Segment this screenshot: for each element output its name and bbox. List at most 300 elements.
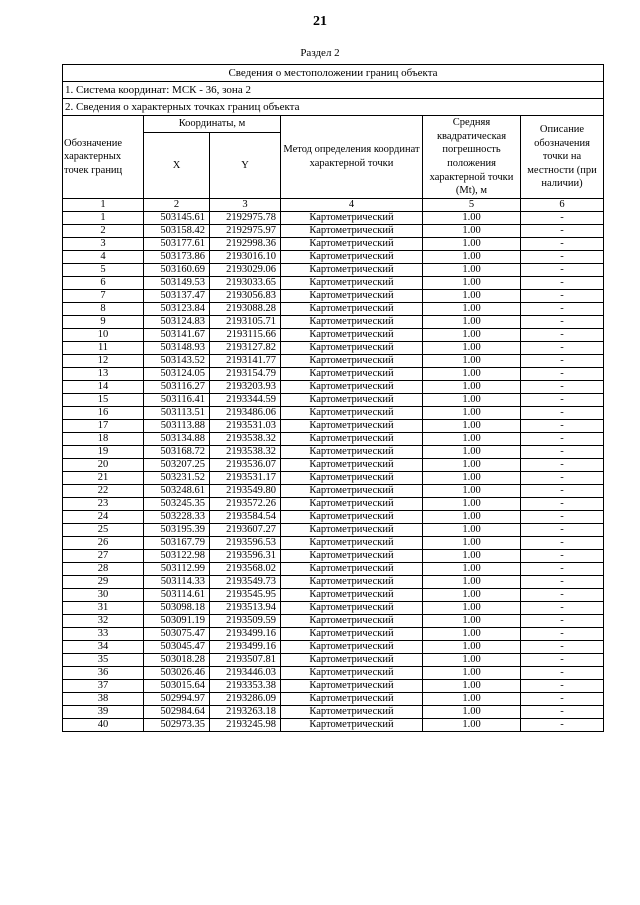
method-cell: Картометрический (281, 459, 423, 472)
y-coordinate-cell: 2193607.27 (210, 524, 281, 537)
description-cell: - (521, 550, 604, 563)
point-number-cell: 10 (63, 329, 144, 342)
table-row (63, 472, 604, 485)
description-cell: - (521, 537, 604, 550)
point-number-cell: 24 (63, 511, 144, 524)
method-cell: Картометрический (281, 303, 423, 316)
y-coordinate-cell: 2193105.71 (210, 316, 281, 329)
y-coordinate-cell: 2193127.82 (210, 342, 281, 355)
point-number-cell: 13 (63, 368, 144, 381)
method-cell: Картометрический (281, 407, 423, 420)
table-row (63, 355, 604, 368)
description-cell: - (521, 524, 604, 537)
error-cell: 1.00 (423, 654, 521, 667)
point-number-cell: 23 (63, 498, 144, 511)
method-cell: Картометрический (281, 511, 423, 524)
error-cell: 1.00 (423, 524, 521, 537)
x-coordinate-cell: 503148.93 (144, 342, 210, 355)
y-coordinate-cell: 2192998.36 (210, 238, 281, 251)
point-number-cell: 7 (63, 290, 144, 303)
x-coordinate-cell: 502973.35 (144, 719, 210, 732)
error-cell: 1.00 (423, 212, 521, 225)
point-number-cell: 12 (63, 355, 144, 368)
table-row (63, 394, 604, 407)
method-cell: Картометрический (281, 589, 423, 602)
y-coordinate-cell: 2193499.16 (210, 641, 281, 654)
table-row (63, 498, 604, 511)
point-number-cell: 25 (63, 524, 144, 537)
point-number-cell: 37 (63, 680, 144, 693)
y-coordinate-cell: 2193245.98 (210, 719, 281, 732)
description-cell: - (521, 563, 604, 576)
method-cell: Картометрический (281, 355, 423, 368)
x-coordinate-cell: 503145.61 (144, 212, 210, 225)
y-coordinate-cell: 2193486.06 (210, 407, 281, 420)
table-row (63, 459, 604, 472)
method-cell: Картометрический (281, 550, 423, 563)
error-cell: 1.00 (423, 576, 521, 589)
method-cell: Картометрический (281, 719, 423, 732)
point-number-cell: 6 (63, 277, 144, 290)
y-coordinate-cell: 2193141.77 (210, 355, 281, 368)
table-row (63, 342, 604, 355)
column-number: 1 (63, 199, 144, 212)
description-cell: - (521, 316, 604, 329)
method-cell: Картометрический (281, 394, 423, 407)
x-coordinate-cell: 503137.47 (144, 290, 210, 303)
x-coordinate-cell: 503116.27 (144, 381, 210, 394)
x-coordinate-cell: 503160.69 (144, 264, 210, 277)
y-coordinate-cell: 2193263.18 (210, 706, 281, 719)
table-row (63, 602, 604, 615)
x-coordinate-cell: 503248.61 (144, 485, 210, 498)
error-cell: 1.00 (423, 563, 521, 576)
error-cell: 1.00 (423, 264, 521, 277)
x-coordinate-cell: 503026.46 (144, 667, 210, 680)
point-number-cell: 2 (63, 225, 144, 238)
method-cell: Картометрический (281, 381, 423, 394)
description-cell: - (521, 446, 604, 459)
x-coordinate-cell: 503113.88 (144, 420, 210, 433)
error-cell: 1.00 (423, 472, 521, 485)
point-number-cell: 8 (63, 303, 144, 316)
description-cell: - (521, 212, 604, 225)
header-x: X (144, 133, 210, 199)
method-cell: Картометрический (281, 641, 423, 654)
table-row (63, 589, 604, 602)
table-row (63, 238, 604, 251)
x-coordinate-cell: 503167.79 (144, 537, 210, 550)
error-cell: 1.00 (423, 277, 521, 290)
y-coordinate-cell: 2193596.31 (210, 550, 281, 563)
method-cell: Картометрический (281, 225, 423, 238)
point-number-cell: 40 (63, 719, 144, 732)
method-cell: Картометрический (281, 264, 423, 277)
error-cell: 1.00 (423, 251, 521, 264)
description-cell: - (521, 706, 604, 719)
column-number: 5 (423, 199, 521, 212)
description-cell: - (521, 472, 604, 485)
x-coordinate-cell: 503075.47 (144, 628, 210, 641)
x-coordinate-cell: 503141.67 (144, 329, 210, 342)
description-cell: - (521, 693, 604, 706)
banner-title: Сведения о местоположении границ объекта (63, 65, 604, 82)
error-cell: 1.00 (423, 238, 521, 251)
description-cell: - (521, 602, 604, 615)
description-cell: - (521, 407, 604, 420)
y-coordinate-cell: 2193572.26 (210, 498, 281, 511)
boundary-points-table (62, 64, 604, 732)
point-number-cell: 4 (63, 251, 144, 264)
error-cell: 1.00 (423, 368, 521, 381)
table-row (63, 524, 604, 537)
description-cell: - (521, 394, 604, 407)
point-number-cell: 38 (63, 693, 144, 706)
description-cell: - (521, 277, 604, 290)
table-row (63, 264, 604, 277)
table-row (63, 316, 604, 329)
point-number-cell: 19 (63, 446, 144, 459)
x-coordinate-cell: 503015.64 (144, 680, 210, 693)
y-coordinate-cell: 2193538.32 (210, 433, 281, 446)
point-number-cell: 22 (63, 485, 144, 498)
table-row (63, 641, 604, 654)
y-coordinate-cell: 2193549.73 (210, 576, 281, 589)
x-coordinate-cell: 503045.47 (144, 641, 210, 654)
x-coordinate-cell: 503124.05 (144, 368, 210, 381)
y-coordinate-cell: 2193115.66 (210, 329, 281, 342)
point-number-cell: 14 (63, 381, 144, 394)
header-coordinates: Координаты, м (144, 116, 281, 133)
description-cell: - (521, 511, 604, 524)
description-cell: - (521, 355, 604, 368)
table-row (63, 420, 604, 433)
header-error: Средняя квадратическая погрешность положения характерной точки (Mt), м (423, 116, 521, 199)
point-number-cell: 1 (63, 212, 144, 225)
table-row (63, 303, 604, 316)
point-number-cell: 31 (63, 602, 144, 615)
error-cell: 1.00 (423, 433, 521, 446)
table-row (63, 212, 604, 225)
point-number-cell: 28 (63, 563, 144, 576)
description-cell: - (521, 667, 604, 680)
description-cell: - (521, 576, 604, 589)
x-coordinate-cell: 502994.97 (144, 693, 210, 706)
point-number-cell: 5 (63, 264, 144, 277)
point-number-cell: 29 (63, 576, 144, 589)
y-coordinate-cell: 2193344.59 (210, 394, 281, 407)
description-cell: - (521, 628, 604, 641)
point-number-cell: 20 (63, 459, 144, 472)
method-cell: Картометрический (281, 615, 423, 628)
table-row (63, 680, 604, 693)
method-cell: Картометрический (281, 706, 423, 719)
x-coordinate-cell: 503134.88 (144, 433, 210, 446)
x-coordinate-cell: 503114.61 (144, 589, 210, 602)
method-cell: Картометрический (281, 654, 423, 667)
table-row (63, 576, 604, 589)
method-cell: Картометрический (281, 446, 423, 459)
table-row (63, 654, 604, 667)
error-cell: 1.00 (423, 316, 521, 329)
error-cell: 1.00 (423, 420, 521, 433)
y-coordinate-cell: 2193584.54 (210, 511, 281, 524)
error-cell: 1.00 (423, 628, 521, 641)
x-coordinate-cell: 503177.61 (144, 238, 210, 251)
y-coordinate-cell: 2193286.09 (210, 693, 281, 706)
y-coordinate-cell: 2193154.79 (210, 368, 281, 381)
description-cell: - (521, 251, 604, 264)
x-coordinate-cell: 503114.33 (144, 576, 210, 589)
y-coordinate-cell: 2193499.16 (210, 628, 281, 641)
error-cell: 1.00 (423, 537, 521, 550)
y-coordinate-cell: 2192975.97 (210, 225, 281, 238)
table-row (63, 537, 604, 550)
table-row (63, 446, 604, 459)
error-cell: 1.00 (423, 706, 521, 719)
description-cell: - (521, 225, 604, 238)
method-cell: Картометрический (281, 693, 423, 706)
table-row (63, 693, 604, 706)
y-coordinate-cell: 2193016.10 (210, 251, 281, 264)
column-number: 2 (144, 199, 210, 212)
x-coordinate-cell: 502984.64 (144, 706, 210, 719)
x-coordinate-cell: 503123.84 (144, 303, 210, 316)
description-cell: - (521, 654, 604, 667)
points-section-row: 2. Сведения о характерных точках границ объекта (63, 99, 604, 116)
point-number-cell: 35 (63, 654, 144, 667)
description-cell: - (521, 420, 604, 433)
description-cell: - (521, 381, 604, 394)
header-y: Y (210, 133, 281, 199)
y-coordinate-cell: 2193029.06 (210, 264, 281, 277)
point-number-cell: 33 (63, 628, 144, 641)
table-row (63, 719, 604, 732)
error-cell: 1.00 (423, 342, 521, 355)
error-cell: 1.00 (423, 290, 521, 303)
x-coordinate-cell: 503158.42 (144, 225, 210, 238)
header-method: Метод определения координат характерной точки (281, 116, 423, 199)
y-coordinate-cell: 2193509.59 (210, 615, 281, 628)
point-number-cell: 30 (63, 589, 144, 602)
table-row (63, 368, 604, 381)
x-coordinate-cell: 503168.72 (144, 446, 210, 459)
method-cell: Картометрический (281, 212, 423, 225)
method-cell: Картометрический (281, 485, 423, 498)
point-number-cell: 39 (63, 706, 144, 719)
method-cell: Картометрический (281, 433, 423, 446)
error-cell: 1.00 (423, 459, 521, 472)
point-number-cell: 16 (63, 407, 144, 420)
error-cell: 1.00 (423, 693, 521, 706)
x-coordinate-cell: 503098.18 (144, 602, 210, 615)
y-coordinate-cell: 2193545.95 (210, 589, 281, 602)
table-row (63, 277, 604, 290)
method-cell: Картометрический (281, 524, 423, 537)
x-coordinate-cell: 503116.41 (144, 394, 210, 407)
error-cell: 1.00 (423, 498, 521, 511)
method-cell: Картометрический (281, 602, 423, 615)
description-cell: - (521, 238, 604, 251)
y-coordinate-cell: 2193507.81 (210, 654, 281, 667)
x-coordinate-cell: 503195.39 (144, 524, 210, 537)
error-cell: 1.00 (423, 329, 521, 342)
error-cell: 1.00 (423, 615, 521, 628)
x-coordinate-cell: 503124.83 (144, 316, 210, 329)
x-coordinate-cell: 503231.52 (144, 472, 210, 485)
y-coordinate-cell: 2193549.80 (210, 485, 281, 498)
error-cell: 1.00 (423, 719, 521, 732)
table-row (63, 225, 604, 238)
table-row (63, 563, 604, 576)
error-cell: 1.00 (423, 589, 521, 602)
point-number-cell: 26 (63, 537, 144, 550)
table-row (63, 251, 604, 264)
description-cell: - (521, 342, 604, 355)
error-cell: 1.00 (423, 485, 521, 498)
error-cell: 1.00 (423, 394, 521, 407)
method-cell: Картометрический (281, 238, 423, 251)
error-cell: 1.00 (423, 225, 521, 238)
description-cell: - (521, 303, 604, 316)
table-row (63, 628, 604, 641)
description-cell: - (521, 680, 604, 693)
method-cell: Картометрический (281, 563, 423, 576)
description-cell: - (521, 498, 604, 511)
y-coordinate-cell: 2193088.28 (210, 303, 281, 316)
description-cell: - (521, 615, 604, 628)
point-number-cell: 17 (63, 420, 144, 433)
x-coordinate-cell: 503207.25 (144, 459, 210, 472)
header-designation: Обозначение характерных точек границ (63, 116, 144, 199)
error-cell: 1.00 (423, 680, 521, 693)
table-row (63, 550, 604, 563)
point-number-cell: 3 (63, 238, 144, 251)
x-coordinate-cell: 503149.53 (144, 277, 210, 290)
y-coordinate-cell: 2193538.32 (210, 446, 281, 459)
method-cell: Картометрический (281, 628, 423, 641)
point-number-cell: 9 (63, 316, 144, 329)
x-coordinate-cell: 503018.28 (144, 654, 210, 667)
y-coordinate-cell: 2193353.38 (210, 680, 281, 693)
error-cell: 1.00 (423, 303, 521, 316)
method-cell: Картометрический (281, 472, 423, 485)
description-cell: - (521, 264, 604, 277)
column-number: 3 (210, 199, 281, 212)
table-row (63, 381, 604, 394)
table-row (63, 511, 604, 524)
method-cell: Картометрический (281, 420, 423, 433)
x-coordinate-cell: 503143.52 (144, 355, 210, 368)
y-coordinate-cell: 2193531.17 (210, 472, 281, 485)
point-number-cell: 27 (63, 550, 144, 563)
error-cell: 1.00 (423, 355, 521, 368)
y-coordinate-cell: 2193056.83 (210, 290, 281, 303)
x-coordinate-cell: 503245.35 (144, 498, 210, 511)
point-number-cell: 18 (63, 433, 144, 446)
method-cell: Картометрический (281, 576, 423, 589)
x-coordinate-cell: 503173.86 (144, 251, 210, 264)
point-number-cell: 32 (63, 615, 144, 628)
description-cell: - (521, 589, 604, 602)
point-number-cell: 34 (63, 641, 144, 654)
point-number-cell: 36 (63, 667, 144, 680)
method-cell: Картометрический (281, 342, 423, 355)
point-number-cell: 11 (63, 342, 144, 355)
description-cell: - (521, 368, 604, 381)
header-description: Описание обозначения точки на местности (при наличии) (521, 116, 604, 199)
table-row (63, 329, 604, 342)
description-cell: - (521, 641, 604, 654)
method-cell: Картометрический (281, 277, 423, 290)
error-cell: 1.00 (423, 381, 521, 394)
point-number-cell: 15 (63, 394, 144, 407)
error-cell: 1.00 (423, 641, 521, 654)
x-coordinate-cell: 503122.98 (144, 550, 210, 563)
y-coordinate-cell: 2193033.65 (210, 277, 281, 290)
table-row (63, 615, 604, 628)
y-coordinate-cell: 2192975.78 (210, 212, 281, 225)
table-row (63, 667, 604, 680)
description-cell: - (521, 459, 604, 472)
point-number-cell: 21 (63, 472, 144, 485)
method-cell: Картометрический (281, 498, 423, 511)
method-cell: Картометрический (281, 251, 423, 264)
method-cell: Картометрический (281, 680, 423, 693)
x-coordinate-cell: 503112.99 (144, 563, 210, 576)
table-row (63, 485, 604, 498)
x-coordinate-cell: 503228.33 (144, 511, 210, 524)
column-number: 4 (281, 199, 423, 212)
error-cell: 1.00 (423, 407, 521, 420)
error-cell: 1.00 (423, 446, 521, 459)
table-row (63, 407, 604, 420)
error-cell: 1.00 (423, 511, 521, 524)
x-coordinate-cell: 503091.19 (144, 615, 210, 628)
column-number: 6 (521, 199, 604, 212)
error-cell: 1.00 (423, 667, 521, 680)
error-cell: 1.00 (423, 602, 521, 615)
table-body (63, 212, 604, 732)
section-title: Раздел 2 (300, 47, 340, 59)
y-coordinate-cell: 2193446.03 (210, 667, 281, 680)
description-cell: - (521, 433, 604, 446)
method-cell: Картометрический (281, 368, 423, 381)
error-cell: 1.00 (423, 550, 521, 563)
y-coordinate-cell: 2193203.93 (210, 381, 281, 394)
method-cell: Картометрический (281, 537, 423, 550)
table-row (63, 290, 604, 303)
method-cell: Картометрический (281, 316, 423, 329)
y-coordinate-cell: 2193513.94 (210, 602, 281, 615)
x-coordinate-cell: 503113.51 (144, 407, 210, 420)
y-coordinate-cell: 2193536.07 (210, 459, 281, 472)
table-row (63, 706, 604, 719)
method-cell: Картометрический (281, 290, 423, 303)
description-cell: - (521, 719, 604, 732)
description-cell: - (521, 329, 604, 342)
y-coordinate-cell: 2193531.03 (210, 420, 281, 433)
method-cell: Картометрический (281, 667, 423, 680)
description-cell: - (521, 485, 604, 498)
y-coordinate-cell: 2193568.02 (210, 563, 281, 576)
method-cell: Картометрический (281, 329, 423, 342)
page-number: 21 (313, 14, 327, 29)
y-coordinate-cell: 2193596.53 (210, 537, 281, 550)
table-row (63, 433, 604, 446)
description-cell: - (521, 290, 604, 303)
coordinate-system-row: 1. Система координат: МСК - 36, зона 2 (63, 82, 604, 99)
